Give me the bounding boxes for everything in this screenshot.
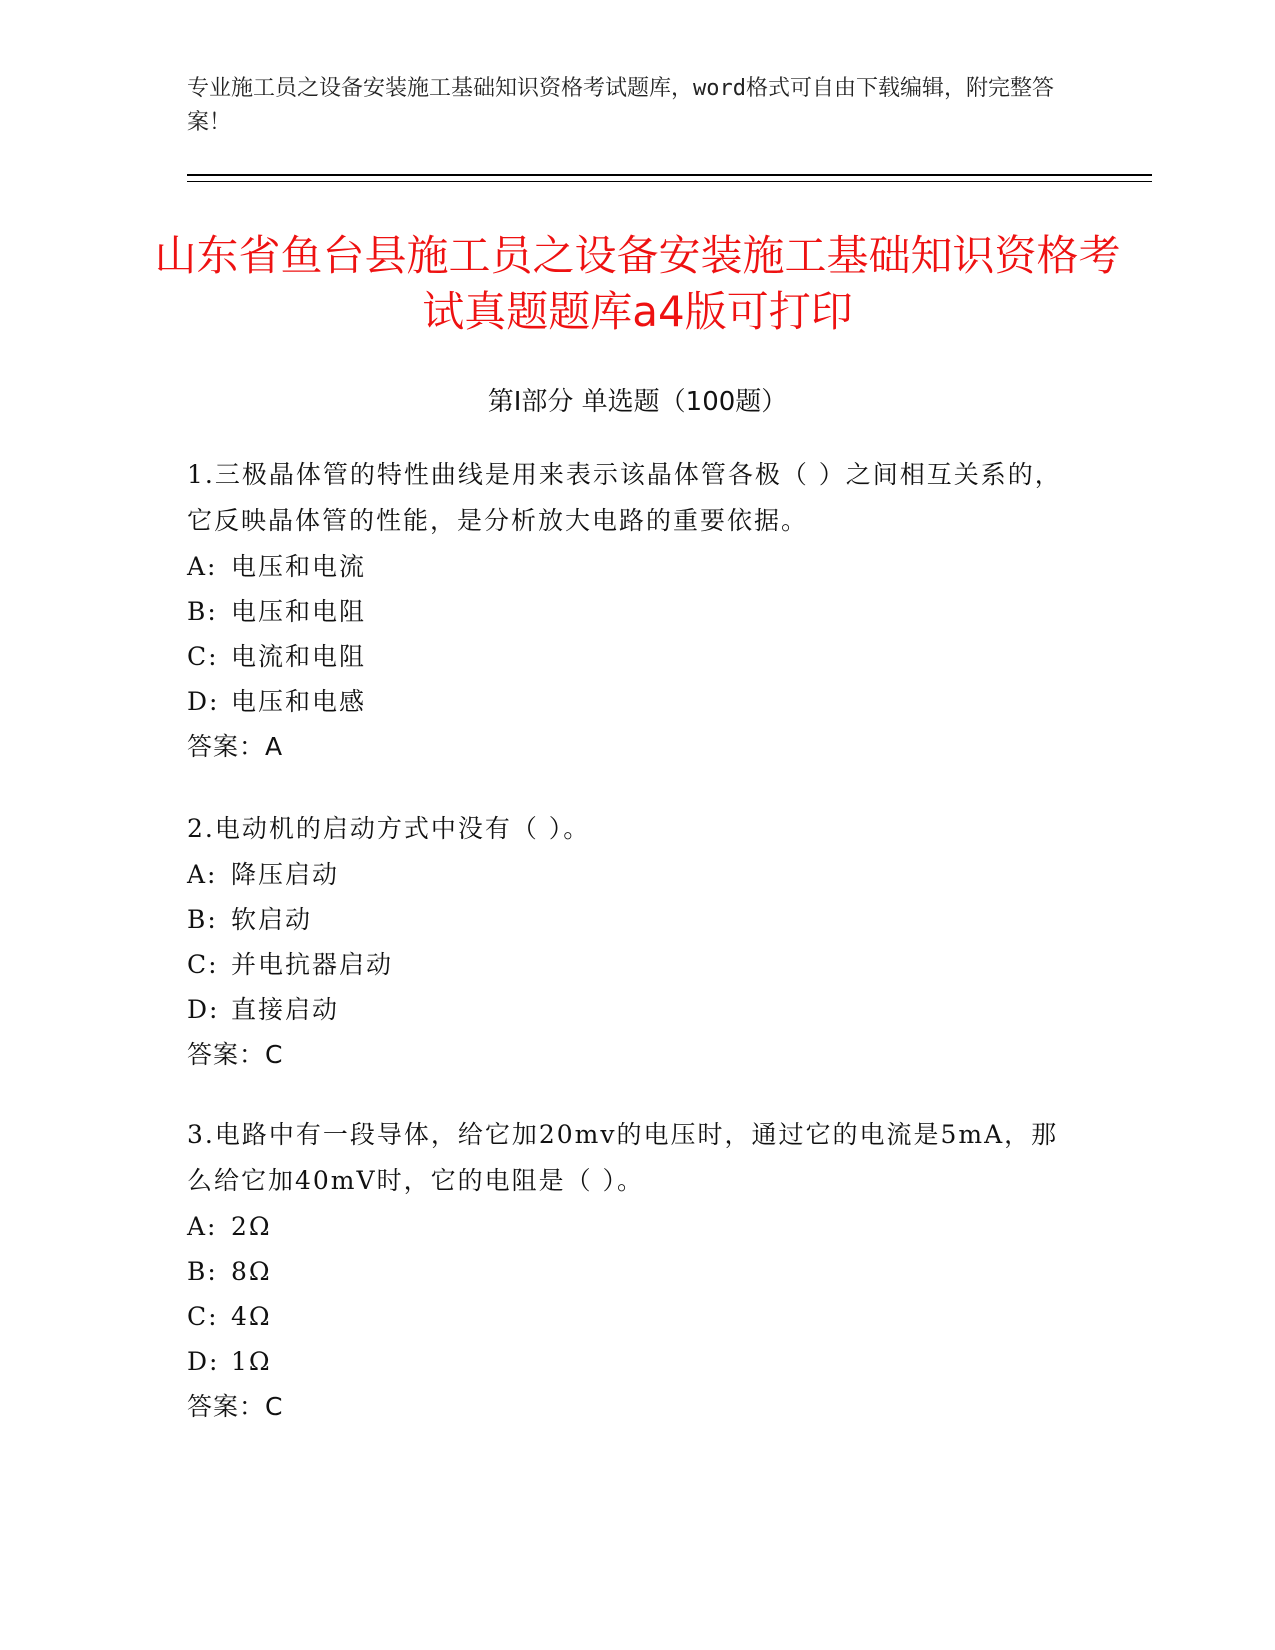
option-key: D: (187, 995, 220, 1024)
option-key: A: (187, 860, 218, 889)
answer: 答案：C (187, 1040, 284, 1069)
header-divider-thin (187, 181, 1152, 182)
header-note: 专业施工员之设备安装施工基础知识资格考试题库，word格式可自由下载编辑，附完整答案！ (187, 76, 1054, 135)
section-title: 第Ⅰ部分 单选题（100题） (487, 387, 788, 417)
answer: 答案：A (187, 732, 284, 761)
option-text: 电流和电阻 (231, 642, 367, 671)
option-key: D: (187, 687, 220, 716)
option-text: 8Ω (231, 1257, 272, 1286)
option-key: C: (187, 1302, 219, 1331)
option-key: B: (187, 1257, 218, 1286)
option-key: B: (187, 597, 218, 626)
option-d (187, 679, 1077, 724)
option-key: D: (187, 1347, 220, 1376)
option-b (187, 589, 1077, 634)
option-d (187, 987, 1077, 1032)
option-text: 降压启动 (231, 860, 340, 889)
answer: 答案：C (187, 1392, 284, 1421)
option-text: 电压和电流 (231, 552, 367, 581)
option-text: 并电抗器启动 (231, 950, 394, 979)
question-2 (187, 806, 1077, 1078)
option-a (187, 544, 1077, 589)
option-key: B: (187, 905, 218, 934)
question-stem: 3.电路中有一段导体，给它加20mv的电压时，通过它的电流是5mA，那么给它加40mV时，它的电阻是（ ）。 (187, 1120, 1059, 1195)
question-1 (187, 452, 1077, 770)
question-stem: 2.电动机的启动方式中没有（ ）。 (187, 814, 591, 843)
option-key: A: (187, 552, 218, 581)
option-text: 电压和电感 (231, 687, 367, 716)
option-text: 1Ω (231, 1347, 272, 1376)
option-c (187, 942, 1077, 987)
question-stem: 1.三极晶体管的特性曲线是用来表示该晶体管各极（ ）之间相互关系的，它反映晶体管的性能，是分析放大电路的重要依据。 (187, 460, 1062, 535)
option-key: C: (187, 642, 219, 671)
option-b (187, 1249, 1077, 1294)
option-b (187, 897, 1077, 942)
option-c (187, 634, 1077, 679)
option-c (187, 1294, 1077, 1339)
option-text: 软启动 (231, 905, 313, 934)
option-key: A: (187, 1212, 218, 1241)
option-a (187, 1204, 1077, 1249)
option-key: C: (187, 950, 219, 979)
question-3 (187, 1112, 1077, 1430)
option-d (187, 1339, 1077, 1384)
option-text: 2Ω (231, 1212, 272, 1241)
option-text: 4Ω (231, 1302, 272, 1331)
document-title: 山东省鱼台县施工员之设备安装施工基础知识资格考试真题题库a4版可打印 (154, 231, 1121, 336)
header-divider-thick (187, 174, 1152, 176)
option-text: 电压和电阻 (231, 597, 367, 626)
option-text: 直接启动 (231, 995, 340, 1024)
option-a (187, 852, 1077, 897)
